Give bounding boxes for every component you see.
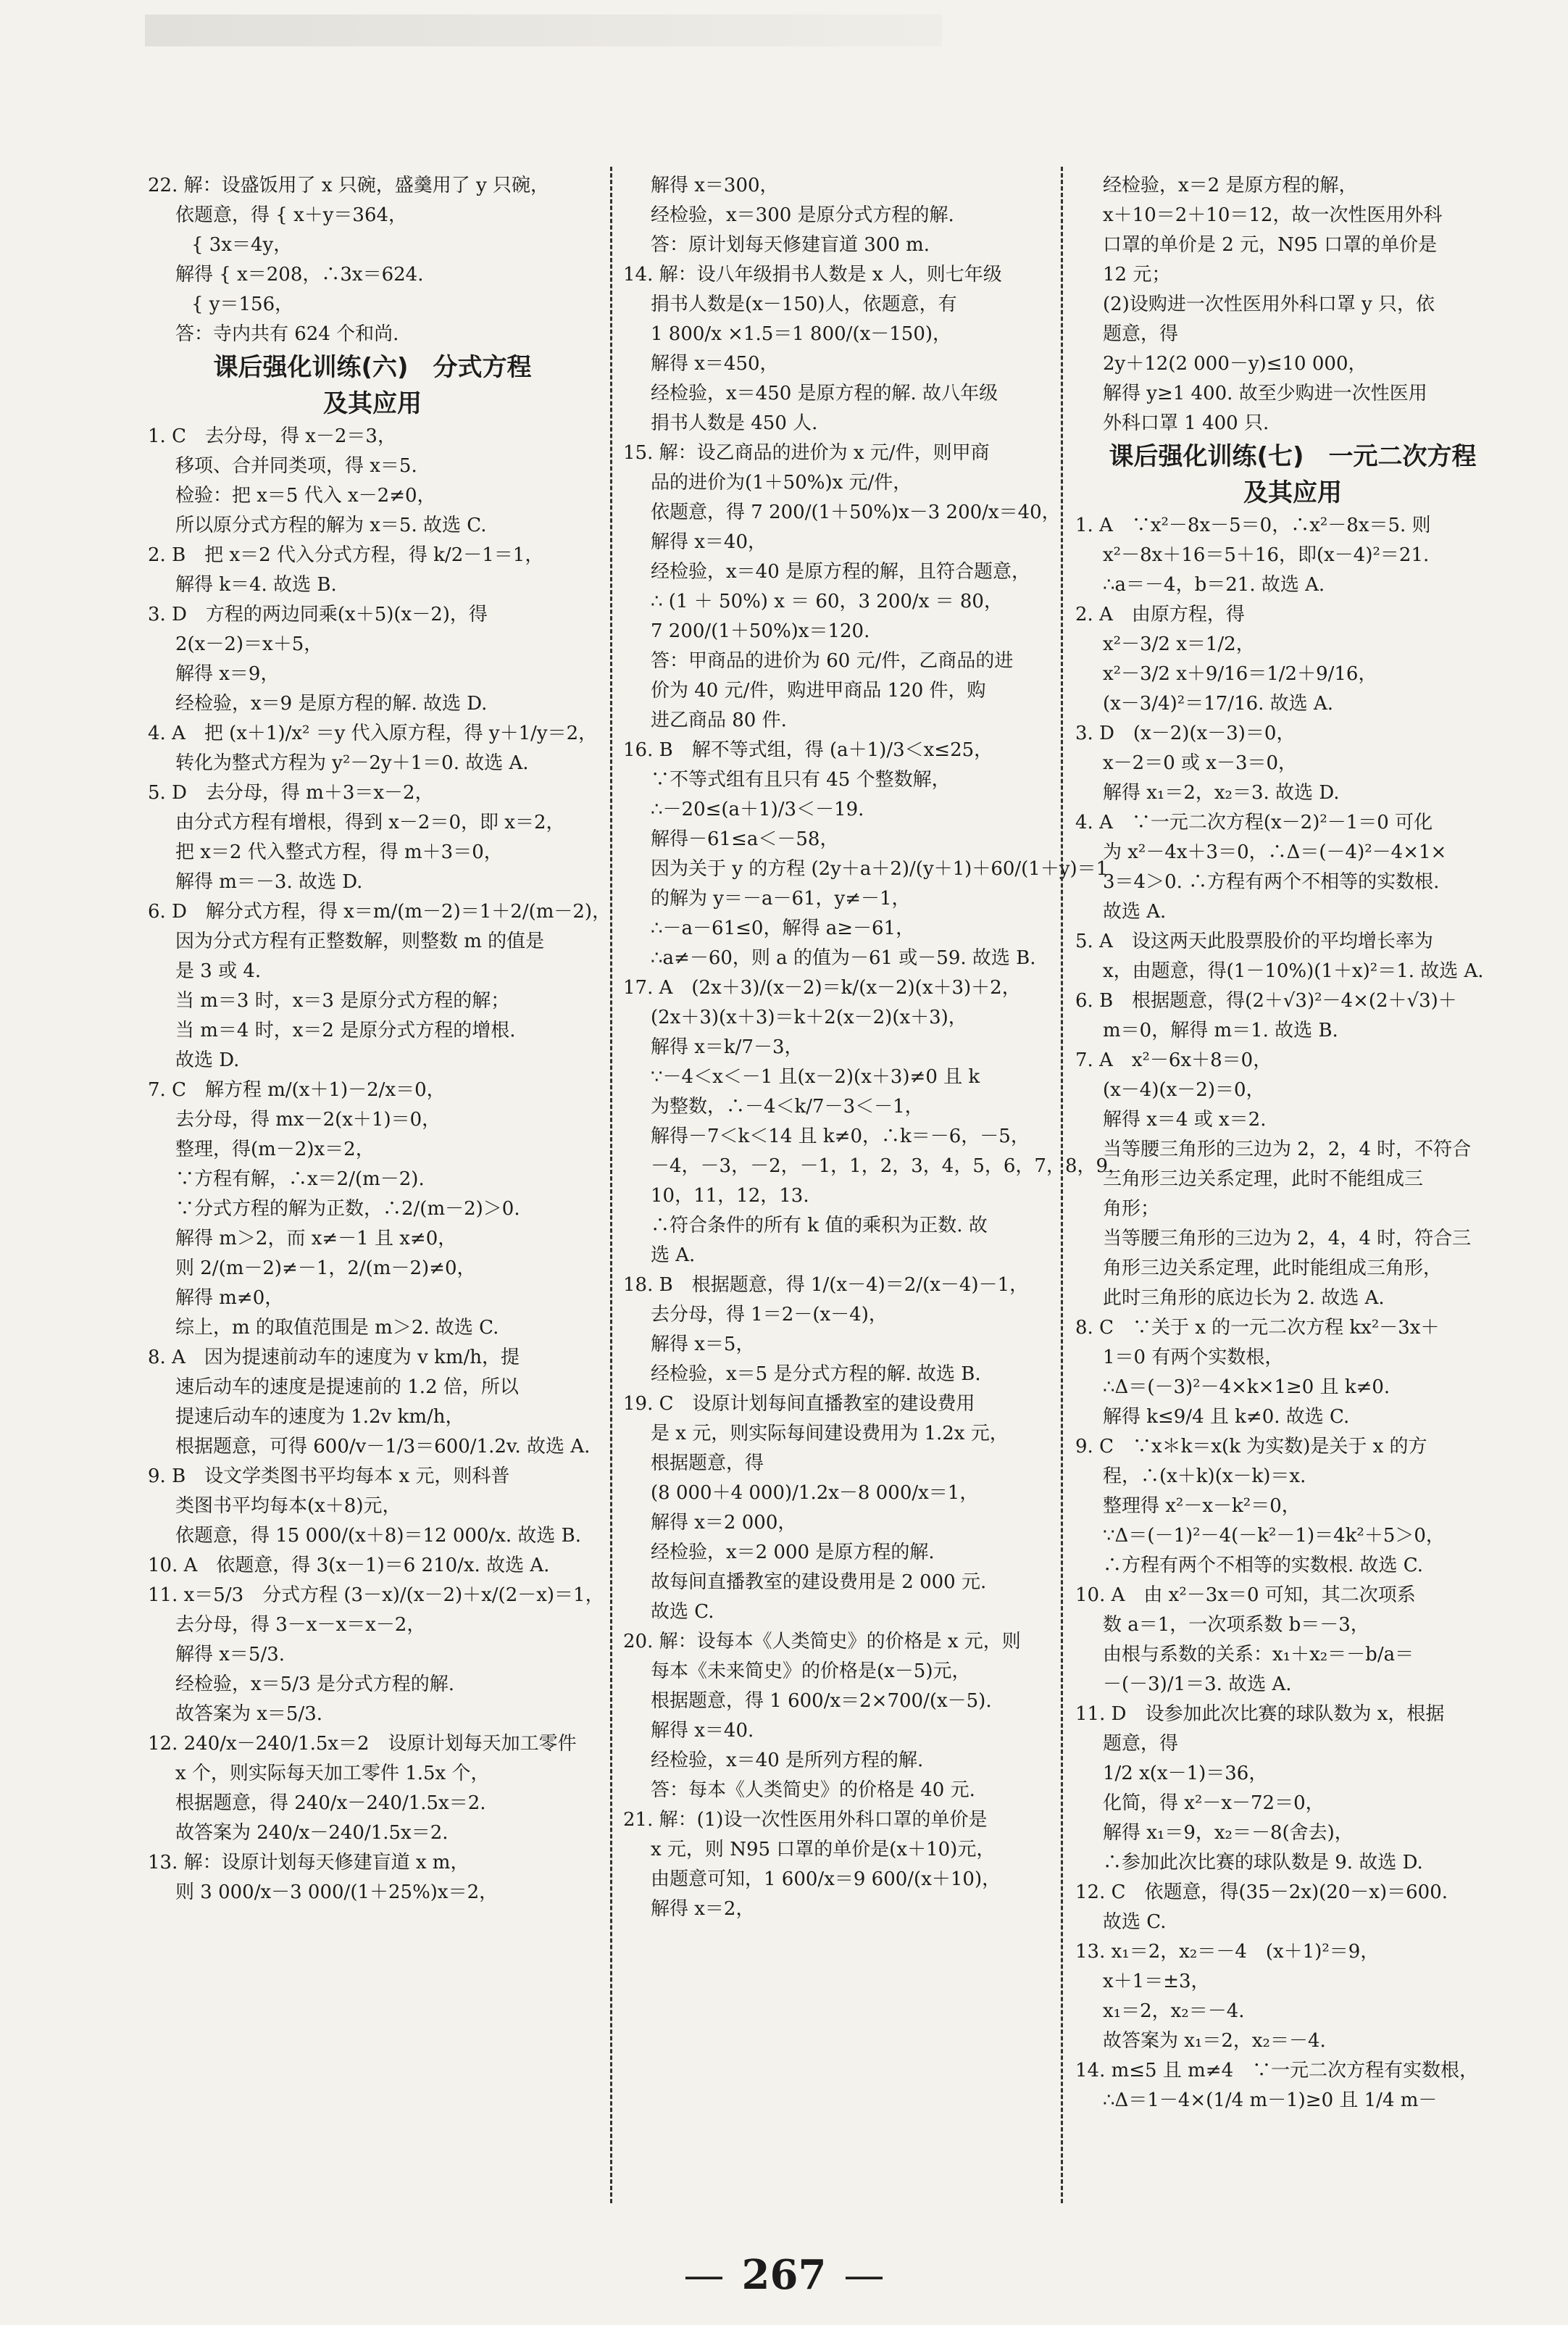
answer-line: 7 200/(1＋50%)x＝120. xyxy=(651,620,870,642)
answer-line: 故选 A. xyxy=(1103,901,1167,923)
question-answer-start: 22. 解：设盛饭用了 x 只碗，盛羹用了 y 只碗， xyxy=(148,175,550,196)
answer-line: 因为关于 y 的方程 (2y＋a＋2)/(y＋1)＋60/(1＋y)＝1 xyxy=(651,858,1109,880)
answer-line: 此时三角形的底边长为 2. 故选 A. xyxy=(1103,1287,1385,1309)
answer-line: 12 元； xyxy=(1103,264,1171,286)
answer-line: x 个，则实际每天加工零件 1.5x 个， xyxy=(175,1763,490,1784)
answer-line: 故选 D. xyxy=(175,1049,240,1071)
answer-line: 根据题意，得 1 600/x＝2×700/(x－5). xyxy=(651,1690,992,1712)
answer-line: 10，11，12，13. xyxy=(651,1185,809,1207)
question-answer-start: 16. B 解不等式组，得 (a＋1)/3＜x≤25， xyxy=(623,739,993,761)
answer-line: ∵分式方程的解为正数，∴2/(m－2)＞0. xyxy=(175,1198,520,1220)
answer-line: 解得 x₁＝9，x₂＝－8(舍去)， xyxy=(1103,1822,1354,1844)
question-answer-start: 3. D (x－2)(x－3)＝0， xyxy=(1075,723,1296,744)
answer-line: 去分母，得 3－x－x＝x－2， xyxy=(175,1614,426,1636)
answer-line: ∵－4＜x＜－1 且(x－2)(x＋3)≠0 且 k xyxy=(651,1066,980,1088)
question-answer-start: 6. D 解分式方程，得 x＝m/(m－2)＝1＋2/(m－2)， xyxy=(148,901,612,923)
answer-line: －(－3)/1＝3. 故选 A. xyxy=(1103,1673,1292,1695)
answer-line: 答：每本《人类简史》的价格是 40 元. xyxy=(651,1779,975,1801)
answer-line: －4，－3，－2，－1，1，2，3，4，5，6，7，8，9， xyxy=(651,1155,1127,1177)
answer-line: 2y＋12(2 000－y)≤10 000， xyxy=(1103,353,1367,375)
answer-line: 经检验，x＝40 是所列方程的解. xyxy=(651,1750,924,1771)
answer-line: 解得 m≠0， xyxy=(175,1287,284,1309)
question-answer-start: 5. A 设这两天此股票股价的平均增长率为 xyxy=(1075,931,1433,952)
answer-line: ∵不等式组有且只有 45 个整数解， xyxy=(651,769,951,791)
question-answer-start: 12. 240/x－240/1.5x＝2 设原计划每天加工零件 xyxy=(148,1733,577,1755)
answer-line: 经检验，x＝2 000 是原方程的解. xyxy=(651,1542,935,1563)
answer-column-left xyxy=(148,171,612,1908)
answer-line: 故答案为 x₁＝2，x₂＝－4. xyxy=(1103,2030,1326,2052)
answer-line: 则 3 000/x－3 000/(1＋25%)x＝2， xyxy=(175,1881,499,1903)
question-answer-start: 14. 解：设八年级捐书人数是 x 人，则七年级 xyxy=(623,264,1002,286)
answer-line: 经检验，x＝9 是原方程的解. 故选 D. xyxy=(175,693,488,715)
question-answer-start: 14. m≤5 且 m≠4 ∵一元二次方程有实数根， xyxy=(1075,2060,1479,2081)
column-divider xyxy=(1061,167,1063,2203)
answer-line: 的解为 y＝－a－61，y≠－1， xyxy=(651,888,911,910)
answer-line: 去分母，得 1＝2－(x－4)， xyxy=(651,1304,888,1326)
answer-line: 解得 x＝40， xyxy=(651,531,767,553)
answer-column-middle xyxy=(623,171,1127,1924)
answer-line: x²－3/2 x＝1/2， xyxy=(1103,633,1255,655)
answer-line: 由分式方程有增根，得到 x－2＝0，即 x＝2， xyxy=(175,812,565,833)
answer-line: 整理，得(m－2)x＝2， xyxy=(175,1139,375,1160)
answer-line: 故选 C. xyxy=(651,1601,714,1623)
answer-line: 化简，得 x²－x－72＝0， xyxy=(1103,1792,1325,1814)
answer-line: ∵方程有解，∴x＝2/(m－2). xyxy=(175,1168,425,1190)
answer-line: ∴符合条件的所有 k 值的乘积为正数. 故 xyxy=(651,1215,988,1236)
question-answer-start: 1. C 去分母，得 x－2＝3， xyxy=(148,425,396,447)
answer-line: 三角形三边关系定理，此时不能组成三 xyxy=(1103,1168,1424,1190)
answer-line: 1/2 x(x－1)＝36， xyxy=(1103,1763,1268,1784)
answer-line: 每本《未来简史》的价格是(x－5)元， xyxy=(651,1660,971,1682)
question-answer-start: 13. 解：设原计划每天修建盲道 x m， xyxy=(148,1852,470,1873)
answer-line: (2x＋3)(x＋3)＝k＋2(x－2)(x＋3)， xyxy=(651,1007,967,1028)
question-answer-start: 15. 解：设乙商品的进价为 x 元/件，则甲商 xyxy=(623,442,990,464)
answer-line: 所以原分式方程的解为 x＝5. 故选 C. xyxy=(175,515,487,536)
answer-line: 解得 x＝5/3. xyxy=(175,1644,285,1665)
answer-line: 解得 x＝5， xyxy=(651,1334,755,1355)
answer-line: m＝0，解得 m＝1. 故选 B. xyxy=(1103,1020,1338,1041)
answer-line: 由根与系数的关系：x₁＋x₂＝－b/a＝ xyxy=(1103,1644,1414,1665)
answer-line: 价为 40 元/件，购进甲商品 120 件，购 xyxy=(651,680,986,702)
answer-line: x，由题意，得(1－10%)(1＋x)²＝1. 故选 A. xyxy=(1103,960,1484,982)
question-answer-start: 20. 解：设每本《人类简史》的价格是 x 元，则 xyxy=(623,1631,1021,1652)
question-answer-start: 9. C ∵x＊k＝x(k 为实数)是关于 x 的方 xyxy=(1075,1436,1427,1457)
answer-line: ∵Δ＝(－1)²－4(－k²－1)＝4k²＋5＞0， xyxy=(1103,1525,1445,1547)
answer-line: 移项、合并同类项，得 x＝5. xyxy=(175,455,417,477)
answer-line: (8 000＋4 000)/1.2x－8 000/x＝1， xyxy=(651,1482,979,1504)
answer-line: ∴参加此次比赛的球队数是 9. 故选 D. xyxy=(1103,1852,1423,1873)
question-answer-start: 6. B 根据题意，得(2＋√3)²－4×(2＋√3)＋ xyxy=(1075,990,1457,1012)
answer-line: 依题意，得 7 200/(1＋50%)x－3 200/x＝40， xyxy=(651,502,1061,523)
question-answer-start: 1. A ∵x²－8x－5＝0，∴x²－8x＝5. 则 xyxy=(1075,515,1431,536)
answer-line: ∴a≠－60，则 a 的值为－61 或－59. 故选 B. xyxy=(651,947,1036,969)
answer-line: 解得 x＝9， xyxy=(175,663,280,685)
answer-line: 故答案为 240/x－240/1.5x＝2. xyxy=(175,1822,449,1844)
answer-line: { y＝156， xyxy=(191,294,294,315)
answer-line: 经检验，x＝300 是原分式方程的解. xyxy=(651,204,954,226)
answer-line: 品的进价为(1＋50%)x 元/件， xyxy=(651,472,912,494)
column-divider xyxy=(610,167,612,2203)
question-answer-start: 8. A 因为提速前动车的速度为 v km/h，提 xyxy=(148,1347,520,1368)
answer-line: 解得－7＜k＜14 且 k≠0，∴k＝－6，－5， xyxy=(651,1126,1030,1147)
question-answer-start: 13. x₁＝2，x₂＝－4 (x＋1)²＝9， xyxy=(1075,1941,1380,1963)
answer-line: 类图书平均每本(x＋8)元， xyxy=(175,1495,401,1517)
answer-line: 依题意，得 { x＋y＝364， xyxy=(175,204,408,226)
answer-line: 角形； xyxy=(1103,1198,1160,1220)
answer-line: 捐书人数是(x－150)人，依题意，有 xyxy=(651,294,957,315)
footer-dash-right: — xyxy=(843,2252,885,2299)
answer-line: 去分母，得 mx－2(x＋1)＝0， xyxy=(175,1109,441,1131)
answer-line: { 3x＝4y， xyxy=(191,234,293,256)
answer-line: 解得 x＝300， xyxy=(651,175,779,196)
answer-line: 依题意，得 15 000/(x＋8)＝12 000/x. 故选 B. xyxy=(175,1525,582,1547)
answer-line: 为 x²－4x＋3＝0，∴Δ＝(－4)²－4×1× xyxy=(1103,841,1447,863)
answer-line: 数 a＝1，一次项系数 b＝－3， xyxy=(1103,1614,1369,1636)
scan-shadow xyxy=(145,14,942,46)
question-answer-start: 17. A (2x＋3)/(x－2)＝k/(x－2)(x＋3)＋2， xyxy=(623,977,1021,999)
answer-line: 转化为整式方程为 y²－2y＋1＝0. 故选 A. xyxy=(175,752,529,774)
answer-line: (x－4)(x－2)＝0， xyxy=(1103,1079,1265,1101)
section-heading: 及其应用 xyxy=(1243,478,1342,507)
question-answer-start: 21. 解：(1)设一次性医用外科口罩的单价是 xyxy=(623,1809,988,1831)
answer-line: 题意，得 xyxy=(1103,1733,1179,1755)
section-heading: 课后强化训练(七) 一元二次方程 xyxy=(1109,442,1477,471)
question-answer-start: 4. A ∵一元二次方程(x－2)²－1＝0 可化 xyxy=(1075,812,1433,833)
answer-line: 题意，得 xyxy=(1103,323,1179,345)
question-answer-start: 11. x＝5/3 分式方程 (3－x)/(x－2)＋x/(2－x)＝1， xyxy=(148,1584,604,1606)
question-answer-start: 12. C 依题意，得(35－2x)(20－x)＝600. xyxy=(1075,1881,1448,1903)
section-heading: 及其应用 xyxy=(323,389,422,418)
answer-line: 当等腰三角形的三边为 2，2，4 时，不符合 xyxy=(1103,1139,1472,1160)
answer-line: 答：寺内共有 624 个和尚. xyxy=(175,323,399,345)
question-answer-start: 2. B 把 x＝2 代入分式方程，得 k/2－1＝1， xyxy=(148,544,544,566)
answer-line: x²－3/2 x＋9/16＝1/2＋9/16， xyxy=(1103,663,1377,685)
page-footer xyxy=(0,2251,1568,2299)
answer-line: 答：原计划每天修建盲道 300 m. xyxy=(651,234,930,256)
answer-line: 解得 k≤9/4 且 k≠0. 故选 C. xyxy=(1103,1406,1350,1428)
question-answer-start: 4. A 把 (x＋1)/x² ＝y 代入原方程，得 y＋1/y＝2， xyxy=(148,723,598,744)
answer-line: 进乙商品 80 件. xyxy=(651,710,787,731)
answer-line: 提速后动车的速度为 1.2v km/h， xyxy=(175,1406,464,1428)
answer-line: 则 2/(m－2)≠－1，2/(m－2)≠0， xyxy=(175,1257,476,1279)
answer-line: 解得 k＝4. 故选 B. xyxy=(175,574,337,596)
answer-line: x＋10＝2＋10＝12，故一次性医用外科 xyxy=(1103,204,1443,226)
answer-line: 解得 x＝4 或 x＝2. xyxy=(1103,1109,1267,1131)
answer-line: 把 x＝2 代入整式方程，得 m＋3＝0， xyxy=(175,841,503,863)
answer-line: 解得 m＞2，而 x≠－1 且 x≠0， xyxy=(175,1228,457,1249)
answer-line: 综上，m 的取值范围是 m＞2. 故选 C. xyxy=(175,1317,499,1339)
answer-line: 角形三边关系定理，此时能组成三角形， xyxy=(1103,1257,1443,1279)
answer-column-right xyxy=(1075,171,1510,2116)
answer-line: ∴Δ＝(－3)²－4×k×1≥0 且 k≠0. xyxy=(1103,1376,1390,1398)
answer-line: 为整数，∴－4＜k/7－3＜－1， xyxy=(651,1096,924,1118)
answer-line: x－2＝0 或 x－3＝0， xyxy=(1103,752,1298,774)
answer-line: 解得 x＝40. xyxy=(651,1720,754,1742)
answer-line: 解得 { x＝208，∴3x＝624. xyxy=(175,264,424,286)
answer-line: 经检验，x＝2 是原方程的解， xyxy=(1103,175,1358,196)
answer-line: 根据题意，可得 600/v－1/3＝600/1.2v. 故选 A. xyxy=(175,1436,591,1457)
answer-line: 2(x－2)＝x＋5， xyxy=(175,633,323,655)
question-answer-start: 9. B 设文学类图书平均每本 x 元，则科普 xyxy=(148,1465,510,1487)
answer-line: 捐书人数是 450 人. xyxy=(651,412,818,434)
answer-line: (x－3/4)²＝17/16. 故选 A. xyxy=(1103,693,1333,715)
answer-line: x₁＝2，x₂＝－4. xyxy=(1103,2000,1245,2022)
question-answer-start: 7. C 解方程 m/(x＋1)－2/x＝0， xyxy=(148,1079,446,1101)
answer-line: 1 800/x ×1.5＝1 800/(x－150)， xyxy=(651,323,952,345)
answer-line: x＋1＝±3， xyxy=(1103,1971,1210,1992)
answer-line: 解得 x＝450， xyxy=(651,353,779,375)
question-answer-start: 18. B 根据题意，得 1/(x－4)＝2/(x－4)－1， xyxy=(623,1274,1029,1296)
question-answer-start: 7. A x²－6x＋8＝0， xyxy=(1075,1049,1272,1071)
answer-line: x²－8x＋16＝5＋16，即(x－4)²＝21. xyxy=(1103,544,1430,566)
question-answer-start: 19. C 设原计划每间直播教室的建设费用 xyxy=(623,1393,975,1415)
answer-line: 根据题意，得 xyxy=(651,1452,764,1474)
answer-line: 因为分式方程有正整数解，则整数 m 的值是 xyxy=(175,931,545,952)
answer-line: 程，∴(x＋k)(x－k)＝x. xyxy=(1103,1465,1306,1487)
answer-line: 解得 x₁＝2，x₂＝3. 故选 D. xyxy=(1103,782,1340,804)
answer-line: ∴ (1 ＋ 50%) x ＝ 60，3 200/x ＝ 80， xyxy=(651,591,1003,612)
question-answer-start: 5. D 去分母，得 m＋3＝x－2， xyxy=(148,782,434,804)
answer-line: 由题意可知，1 600/x＝9 600/(x＋10)， xyxy=(651,1868,1001,1890)
answer-line: 是 x 元，则实际每间建设费用为 1.2x 元， xyxy=(651,1423,1009,1444)
answer-line: 经检验，x＝5/3 是分式方程的解. xyxy=(175,1673,455,1695)
answer-line: 经检验，x＝5 是分式方程的解. 故选 B. xyxy=(651,1363,981,1385)
answer-line: 答：甲商品的进价为 60 元/件，乙商品的进 xyxy=(651,650,1014,672)
answer-line: 当 m＝3 时，x＝3 是原分式方程的解； xyxy=(175,990,510,1012)
answer-line: x 元，则 N95 口罩的单价是(x＋10)元， xyxy=(651,1839,996,1860)
answer-line: 解得 x＝2， xyxy=(651,1898,755,1920)
answer-line: 根据题意，得 240/x－240/1.5x＝2. xyxy=(175,1792,486,1814)
answer-line: 整理得 x²－x－k²＝0， xyxy=(1103,1495,1301,1517)
answer-line: 速后动车的速度是提速前的 1.2 倍，所以 xyxy=(175,1376,519,1398)
answer-line: 解得 m＝－3. 故选 D. xyxy=(175,871,363,893)
answer-line: 故选 C. xyxy=(1103,1911,1167,1933)
question-answer-start: 3. D 方程的两边同乘(x＋5)(x－2)，得 xyxy=(148,604,488,625)
answer-line: ∴方程有两个不相等的实数根. 故选 C. xyxy=(1103,1555,1424,1576)
answer-line: 当 m＝4 时，x＝2 是原分式方程的增根. xyxy=(175,1020,516,1041)
answer-line: 故每间直播教室的建设费用是 2 000 元. xyxy=(651,1571,987,1593)
answer-line: 1＝0 有两个实数根， xyxy=(1103,1347,1284,1368)
section-heading: 课后强化训练(六) 分式方程 xyxy=(213,353,532,382)
question-answer-start: 10. A 依题意，得 3(x－1)＝6 210/x. 故选 A. xyxy=(148,1555,550,1576)
question-answer-start: 8. C ∵关于 x 的一元二次方程 kx²－3x＋ xyxy=(1075,1317,1440,1339)
answer-line: 故答案为 x＝5/3. xyxy=(175,1703,323,1725)
answer-line: 解得 x＝k/7－3， xyxy=(651,1036,804,1058)
answer-line: 经检验，x＝450 是原方程的解. 故八年级 xyxy=(651,383,998,404)
answer-line: 外科口罩 1 400 只. xyxy=(1103,412,1269,434)
answer-line: 解得 y≥1 400. 故至少购进一次性医用 xyxy=(1103,383,1427,404)
answer-line: ∴a＝－4，b＝21. 故选 A. xyxy=(1103,574,1325,596)
answer-line: 3＝4＞0. ∴方程有两个不相等的实数根. xyxy=(1103,871,1440,893)
answer-line: 口罩的单价是 2 元，N95 口罩的单价是 xyxy=(1103,234,1438,256)
question-answer-start: 10. A 由 x²－3x＝0 可知，其二次项系 xyxy=(1075,1584,1416,1606)
answer-line: 是 3 或 4. xyxy=(175,960,262,982)
answer-line: 经检验，x＝40 是原方程的解，且符合题意， xyxy=(651,561,1031,583)
page-number: 267 xyxy=(741,2251,827,2299)
question-answer-start: 11. D 设参加此次比赛的球队数为 x，根据 xyxy=(1075,1703,1445,1725)
answer-line: (2)设购进一次性医用外科口罩 y 只，依 xyxy=(1103,294,1435,315)
answer-line: 解得－61≤a＜－58， xyxy=(651,828,839,850)
answer-line: 检验：把 x＝5 代入 x－2≠0， xyxy=(175,485,436,507)
answer-line: 选 A. xyxy=(651,1244,696,1266)
answer-line: 解得 x＝2 000， xyxy=(651,1512,797,1534)
question-answer-start: 2. A 由原方程，得 xyxy=(1075,604,1245,625)
answer-line: ∴－20≤(a＋1)/3＜－19. xyxy=(651,799,864,820)
answer-line: ∴Δ＝1－4×(1/4 m－1)≥0 且 1/4 m－ xyxy=(1103,2089,1438,2111)
footer-dash-left: — xyxy=(683,2252,725,2299)
answer-line: ∴－a－61≤0，解得 a≥－61， xyxy=(651,918,915,939)
answer-line: 当等腰三角形的三边为 2，4，4 时，符合三 xyxy=(1103,1228,1472,1249)
